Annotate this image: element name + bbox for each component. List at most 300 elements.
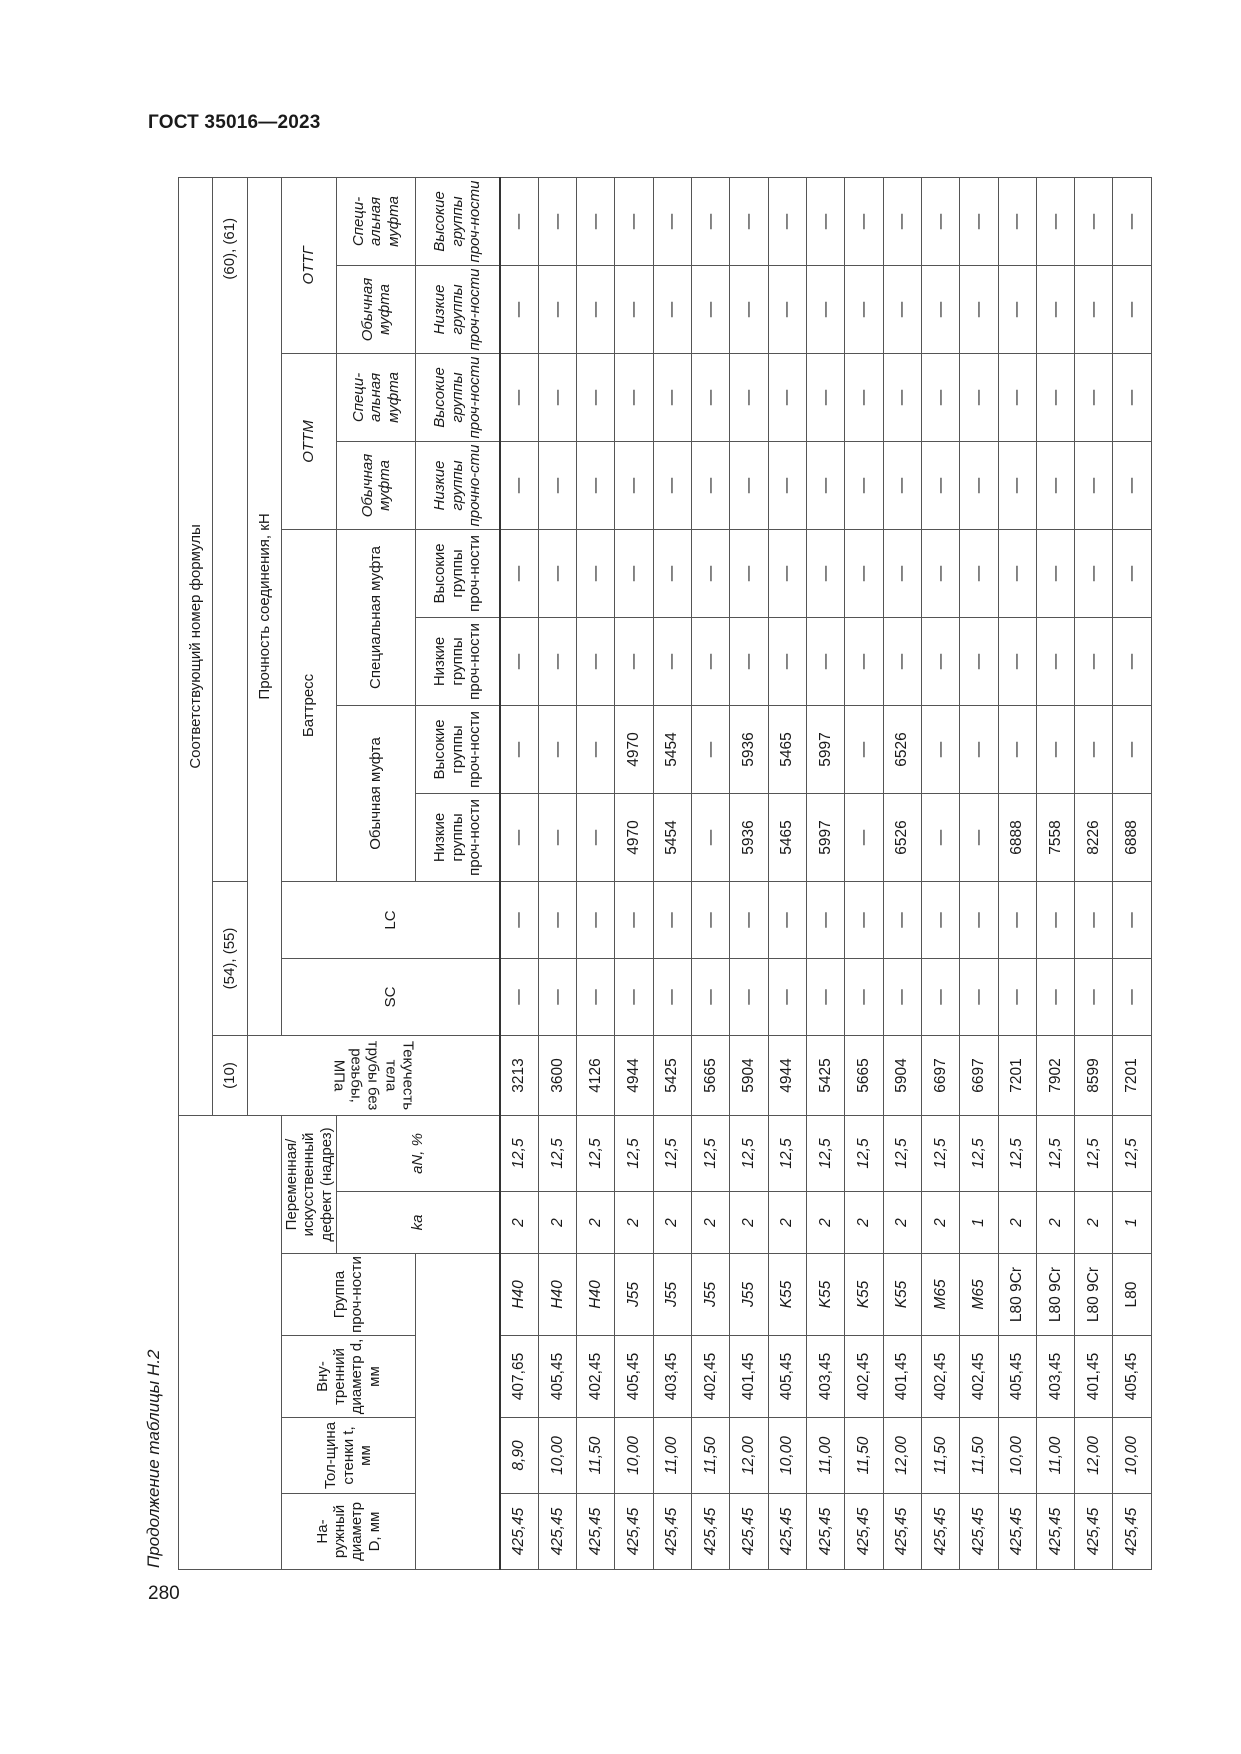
table-cell: 402,45: [692, 1336, 730, 1418]
table-cell: —: [1075, 441, 1113, 529]
table-cell: L80 9Cr: [1075, 1254, 1113, 1336]
table-cell: —: [615, 881, 653, 958]
table-cell: 402,45: [960, 1336, 998, 1418]
table-cell: —: [1036, 177, 1074, 265]
table-cell: —: [1036, 705, 1074, 793]
table-cell: 12,5: [730, 1115, 768, 1191]
table-cell: —: [577, 177, 615, 265]
table-cell: —: [768, 958, 806, 1035]
table-cell: 5997: [806, 705, 844, 793]
table-cell: —: [960, 265, 998, 353]
table-cell: —: [730, 353, 768, 441]
table-row: [500, 177, 538, 1569]
table-cell: —: [768, 353, 806, 441]
header-inner: Вну-тренний диаметр d, мм: [281, 1336, 415, 1418]
table-cell: —: [692, 793, 730, 881]
table-cell: —: [845, 617, 883, 705]
table-cell: L80: [1113, 1254, 1152, 1336]
table-cell: —: [538, 793, 576, 881]
table-row: [615, 177, 653, 1569]
header-low-1: Низкие группы проч-ности: [415, 793, 500, 881]
table-cell: —: [998, 529, 1036, 617]
table-cell: 7201: [1113, 1035, 1152, 1115]
table-cell: 12,00: [1075, 1418, 1113, 1494]
table-cell: 2: [768, 1192, 806, 1254]
table-cell: —: [615, 265, 653, 353]
table-cell: 11,00: [1036, 1418, 1074, 1494]
table-cell: 12,5: [500, 1115, 538, 1191]
table-cell: 2: [692, 1192, 730, 1254]
header-ottg-special: Специ-альная муфта: [337, 177, 416, 265]
table-cell: —: [1075, 881, 1113, 958]
table-cell: 425,45: [500, 1494, 538, 1570]
header-formula: Соответствующий номер формулы: [179, 177, 213, 1115]
table-cell: 2: [1075, 1192, 1113, 1254]
table-cell: —: [500, 177, 538, 265]
table-cell: —: [577, 617, 615, 705]
header-low-3: Низкие группы прочно-сти: [415, 441, 500, 529]
table-cell: 405,45: [998, 1336, 1036, 1418]
header-lc: LC: [281, 881, 500, 958]
table-cell: —: [577, 958, 615, 1035]
table-cell: H40: [500, 1254, 538, 1336]
table-cell: 425,45: [845, 1494, 883, 1570]
table-cell: —: [845, 177, 883, 265]
table-cell: J55: [653, 1254, 691, 1336]
table-cell: 4970: [615, 793, 653, 881]
table-row: [960, 177, 998, 1569]
table-cell: —: [1075, 617, 1113, 705]
table-row: [1113, 177, 1152, 1569]
table-cell: 3600: [538, 1035, 576, 1115]
table-cell: —: [806, 617, 844, 705]
table-cell: —: [921, 881, 959, 958]
table-cell: —: [845, 705, 883, 793]
table-cell: —: [1113, 958, 1152, 1035]
header-defect: Переменная/ искусственный дефект (надрез): [281, 1115, 336, 1253]
table-row: [577, 177, 615, 1569]
table-cell: 10,00: [998, 1418, 1036, 1494]
table-cell: 5665: [692, 1035, 730, 1115]
table-cell: —: [692, 958, 730, 1035]
header-high-3: Высокие группы проч-ности: [415, 353, 500, 441]
table-cell: 1: [1113, 1192, 1152, 1254]
table-cell: —: [615, 529, 653, 617]
table-cell: 403,45: [806, 1336, 844, 1418]
table-cell: —: [768, 265, 806, 353]
table-cell: K55: [845, 1254, 883, 1336]
table-cell: 11,00: [653, 1418, 691, 1494]
table-cell: —: [960, 617, 998, 705]
table-cell: —: [577, 529, 615, 617]
header-ottg: ОТТГ: [281, 177, 336, 353]
header-ottm-special: Специ-альная муфта: [337, 353, 416, 441]
table-cell: —: [1113, 617, 1152, 705]
table-cell: —: [960, 958, 998, 1035]
table-cell: —: [730, 441, 768, 529]
table-cell: J55: [615, 1254, 653, 1336]
table-row: [883, 177, 921, 1569]
table-cell: 8226: [1075, 793, 1113, 881]
table-cell: 2: [577, 1192, 615, 1254]
table-cell: 2: [806, 1192, 844, 1254]
table-cell: —: [692, 441, 730, 529]
table-cell: 7902: [1036, 1035, 1074, 1115]
table-cell: 6526: [883, 705, 921, 793]
table-cell: —: [653, 265, 691, 353]
table-cell: —: [1075, 529, 1113, 617]
table-cell: 2: [653, 1192, 691, 1254]
table-cell: 11,50: [577, 1418, 615, 1494]
table-cell: —: [653, 177, 691, 265]
table-cell: —: [998, 705, 1036, 793]
table-cell: —: [845, 353, 883, 441]
table-cell: 7558: [1036, 793, 1074, 881]
table-cell: 5454: [653, 705, 691, 793]
table-cell: —: [653, 529, 691, 617]
table-cell: 5465: [768, 705, 806, 793]
header-sc: SC: [281, 958, 500, 1035]
table-cell: 425,45: [768, 1494, 806, 1570]
table-cell: —: [806, 353, 844, 441]
table-cell: —: [653, 617, 691, 705]
table-cell: —: [921, 441, 959, 529]
table-cell: —: [653, 958, 691, 1035]
header-regular-coupling: Обычная муфта: [337, 705, 416, 881]
table-cell: 2: [538, 1192, 576, 1254]
table-cell: 405,45: [615, 1336, 653, 1418]
table-cell: —: [692, 705, 730, 793]
table-cell: 12,5: [692, 1115, 730, 1191]
table-cell: 10,00: [1113, 1418, 1152, 1494]
table-row: [1075, 177, 1113, 1569]
table-cell: 425,45: [653, 1494, 691, 1570]
table-cell: —: [998, 177, 1036, 265]
table-cell: 425,45: [1036, 1494, 1074, 1570]
table-cell: —: [1036, 881, 1074, 958]
table-cell: 10,00: [538, 1418, 576, 1494]
table-cell: 10,00: [615, 1418, 653, 1494]
table-cell: —: [845, 529, 883, 617]
table-cell: 425,45: [1075, 1494, 1113, 1570]
header-connection-strength: Прочность соединения, кН: [247, 177, 281, 1035]
table-cell: H40: [577, 1254, 615, 1336]
table-cell: H40: [538, 1254, 576, 1336]
table-cell: —: [1036, 265, 1074, 353]
table-cell: 402,45: [577, 1336, 615, 1418]
header-low-2: Низкие группы проч-ности: [415, 617, 500, 705]
table-cell: —: [998, 617, 1036, 705]
table-cell: 12,5: [538, 1115, 576, 1191]
table-row: [692, 177, 730, 1569]
table-cell: —: [921, 177, 959, 265]
table-cell: —: [883, 265, 921, 353]
table-cell: 8,90: [500, 1418, 538, 1494]
table-cell: —: [577, 881, 615, 958]
table-cell: 12,5: [921, 1115, 959, 1191]
table-cell: —: [768, 529, 806, 617]
header-grade: Группа проч-ности: [281, 1254, 415, 1336]
table-cell: 6888: [1113, 793, 1152, 881]
table-cell: —: [615, 353, 653, 441]
table-cell: —: [806, 441, 844, 529]
table-cell: 12,5: [577, 1115, 615, 1191]
table-cell: 11,50: [692, 1418, 730, 1494]
table-cell: —: [1113, 353, 1152, 441]
table-cell: 425,45: [921, 1494, 959, 1570]
table-cell: —: [730, 881, 768, 958]
header-yield: [247, 1035, 500, 1115]
table-cell: —: [998, 881, 1036, 958]
table-cell: —: [768, 441, 806, 529]
table-cell: —: [692, 881, 730, 958]
table-cell: —: [692, 265, 730, 353]
table-cell: L80 9Cr: [998, 1254, 1036, 1336]
table-cell: 12,5: [653, 1115, 691, 1191]
table-cell: —: [845, 881, 883, 958]
table-cell: —: [1113, 265, 1152, 353]
table-cell: 3213: [500, 1035, 538, 1115]
table-cell: 401,45: [883, 1336, 921, 1418]
table-cell: —: [692, 177, 730, 265]
table-cell: 11,50: [960, 1418, 998, 1494]
table-cell: —: [1036, 353, 1074, 441]
table-cell: —: [921, 529, 959, 617]
table-cell: —: [1036, 617, 1074, 705]
table-cell: 2: [500, 1192, 538, 1254]
table-cell: 7201: [998, 1035, 1036, 1115]
table-cell: 11,50: [845, 1418, 883, 1494]
table-cell: —: [768, 617, 806, 705]
table-cell: —: [1036, 441, 1074, 529]
table-cell: —: [1075, 177, 1113, 265]
table-cell: —: [538, 958, 576, 1035]
header-blank: [179, 1115, 282, 1569]
table-cell: 425,45: [960, 1494, 998, 1570]
table-cell: —: [730, 529, 768, 617]
table-cell: —: [538, 529, 576, 617]
table-cell: 2: [615, 1192, 653, 1254]
table-cell: —: [806, 177, 844, 265]
table-cell: M65: [921, 1254, 959, 1336]
table-cell: —: [692, 529, 730, 617]
table-cell: 5997: [806, 793, 844, 881]
table-cell: —: [806, 529, 844, 617]
table-cell: 405,45: [538, 1336, 576, 1418]
table-cell: 4944: [615, 1035, 653, 1115]
table-cell: —: [1113, 529, 1152, 617]
table-cell: 425,45: [538, 1494, 576, 1570]
table-cell: —: [1036, 529, 1074, 617]
table-cell: 425,45: [730, 1494, 768, 1570]
table-cell: L80 9Cr: [1036, 1254, 1074, 1336]
table-cell: —: [960, 881, 998, 958]
table-cell: 6697: [921, 1035, 959, 1115]
table-cell: —: [500, 793, 538, 881]
table-cell: 2: [998, 1192, 1036, 1254]
table-cell: 407,65: [500, 1336, 538, 1418]
table-cell: 425,45: [615, 1494, 653, 1570]
table-cell: —: [1075, 958, 1113, 1035]
table-cell: —: [538, 705, 576, 793]
table-cell: 6526: [883, 793, 921, 881]
table-cell: —: [806, 958, 844, 1035]
table-cell: —: [1113, 441, 1152, 529]
table-cell: —: [1036, 958, 1074, 1035]
table-cell: —: [577, 265, 615, 353]
table-cell: —: [538, 265, 576, 353]
header-ottm: ОТТМ: [281, 353, 336, 529]
header-yield-text: Текучесть тела трубы без резьбы, МПа: [330, 1040, 417, 1111]
table-cell: 12,00: [883, 1418, 921, 1494]
table-cell: —: [500, 881, 538, 958]
header-buttress: Баттресс: [281, 529, 336, 881]
table-cell: M65: [960, 1254, 998, 1336]
table-row: [845, 177, 883, 1569]
table-cell: 403,45: [1036, 1336, 1074, 1418]
table-cell: —: [998, 441, 1036, 529]
table-cell: —: [883, 353, 921, 441]
table-cell: 2: [883, 1192, 921, 1254]
table-cell: —: [998, 353, 1036, 441]
table-row: [730, 177, 768, 1569]
table-cell: —: [921, 958, 959, 1035]
header-high-4: Высокие группы проч-ности: [415, 177, 500, 265]
header-high-1: Высокие группы проч-ности: [415, 705, 500, 793]
table-row: [653, 177, 691, 1569]
table-cell: K55: [806, 1254, 844, 1336]
table-cell: —: [577, 705, 615, 793]
table-cell: —: [500, 958, 538, 1035]
table-cell: —: [500, 705, 538, 793]
table-cell: —: [883, 958, 921, 1035]
table-cell: 401,45: [1075, 1336, 1113, 1418]
table-cell: —: [653, 881, 691, 958]
table-cell: 5904: [730, 1035, 768, 1115]
table-cell: 8599: [1075, 1035, 1113, 1115]
table-cell: 12,5: [768, 1115, 806, 1191]
table-cell: —: [960, 705, 998, 793]
table-cell: —: [1113, 177, 1152, 265]
table-cell: —: [577, 793, 615, 881]
table-cell: —: [921, 353, 959, 441]
table-cell: —: [1075, 265, 1113, 353]
table-cell: —: [806, 265, 844, 353]
table-body: [500, 177, 1152, 1569]
table-cell: —: [653, 441, 691, 529]
table-cell: —: [883, 529, 921, 617]
table-cell: 6888: [998, 793, 1036, 881]
table-cell: J55: [692, 1254, 730, 1336]
header-low-4: Низкие группы проч-ности: [415, 265, 500, 353]
table-cell: —: [960, 353, 998, 441]
document-title: ГОСТ 35016—2023: [148, 112, 321, 133]
header-special-coupling: Специальная муфта: [337, 529, 416, 705]
table-cell: 405,45: [768, 1336, 806, 1418]
table-cell: —: [538, 881, 576, 958]
table-cell: —: [845, 958, 883, 1035]
table-cell: —: [998, 265, 1036, 353]
table-cell: —: [500, 265, 538, 353]
header-ka: ka: [337, 1192, 500, 1254]
table-cell: 5904: [883, 1035, 921, 1115]
table-cell: —: [960, 793, 998, 881]
table-cell: —: [538, 617, 576, 705]
table-cell: —: [615, 441, 653, 529]
table-caption: Продолжение таблицы Н.2: [144, 1349, 163, 1568]
table-cell: 401,45: [730, 1336, 768, 1418]
table-row: [1036, 177, 1074, 1569]
table-cell: —: [730, 617, 768, 705]
table-cell: 5936: [730, 793, 768, 881]
table-cell: —: [577, 441, 615, 529]
table-cell: —: [845, 441, 883, 529]
table-cell: 425,45: [577, 1494, 615, 1570]
table-cell: —: [1075, 705, 1113, 793]
table-cell: —: [538, 441, 576, 529]
table-cell: 11,00: [806, 1418, 844, 1494]
table-cell: —: [538, 353, 576, 441]
header-blank-2: [415, 1254, 500, 1570]
table-cell: —: [500, 353, 538, 441]
table-row: [921, 177, 959, 1569]
table-cell: 2: [845, 1192, 883, 1254]
header-formula-60-61: (60), (61): [213, 177, 247, 881]
table-cell: 12,5: [1036, 1115, 1074, 1191]
table-cell: 5665: [845, 1035, 883, 1115]
header-high-2: Высокие группы проч-ности: [415, 529, 500, 617]
table-cell: 2: [921, 1192, 959, 1254]
rotated-table-container: [178, 178, 1152, 1570]
table-cell: 10,00: [768, 1418, 806, 1494]
table-cell: —: [692, 617, 730, 705]
table-cell: 425,45: [1113, 1494, 1152, 1570]
table-cell: —: [768, 177, 806, 265]
header-ottm-regular: Обычная муфта: [337, 441, 416, 529]
table-cell: 5425: [806, 1035, 844, 1115]
table-cell: —: [615, 617, 653, 705]
table-cell: 12,5: [615, 1115, 653, 1191]
table-cell: —: [921, 793, 959, 881]
table-cell: 5454: [653, 793, 691, 881]
table-row: [538, 177, 576, 1569]
table-cell: 12,5: [883, 1115, 921, 1191]
table-cell: 1: [960, 1192, 998, 1254]
table-cell: 425,45: [806, 1494, 844, 1570]
table-cell: 402,45: [921, 1336, 959, 1418]
table-cell: K55: [768, 1254, 806, 1336]
table-row: [998, 177, 1036, 1569]
table-cell: —: [921, 265, 959, 353]
table-cell: 403,45: [653, 1336, 691, 1418]
table-cell: —: [960, 441, 998, 529]
table-cell: 425,45: [883, 1494, 921, 1570]
table-cell: 12,5: [1113, 1115, 1152, 1191]
table-cell: 12,5: [960, 1115, 998, 1191]
table-cell: 12,00: [730, 1418, 768, 1494]
header-formula-54-55: (54), (55): [213, 881, 247, 1035]
table-cell: —: [998, 958, 1036, 1035]
table-cell: —: [692, 353, 730, 441]
table-cell: —: [768, 881, 806, 958]
header-outer: На-ружный диаметр D, мм: [281, 1494, 415, 1570]
table-cell: —: [730, 958, 768, 1035]
table-cell: —: [500, 617, 538, 705]
header-ottg-regular: Обычная муфта: [337, 265, 416, 353]
table-cell: —: [883, 881, 921, 958]
table-cell: K55: [883, 1254, 921, 1336]
header-an: aN, %: [337, 1115, 500, 1191]
